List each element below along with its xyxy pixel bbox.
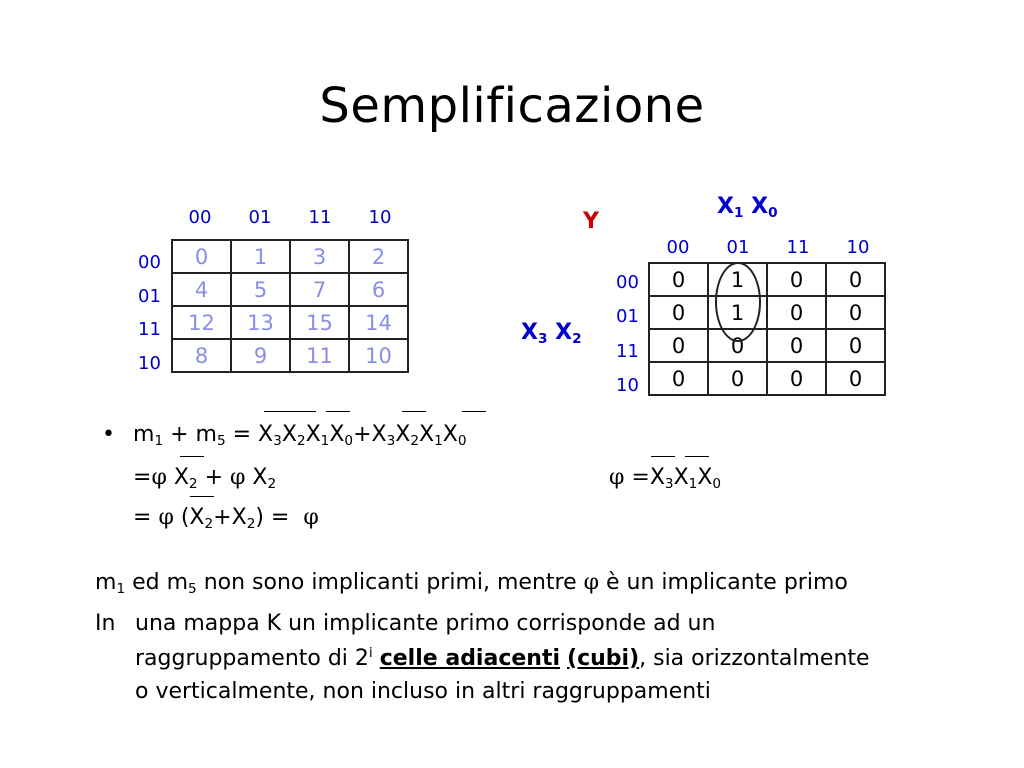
kmap-cell: 0 [767,296,826,329]
kmap-right-col-header: 10 [846,237,870,258]
kmap-cell-grouped: 1 [708,263,767,296]
kmap-cell: 9 [231,339,290,372]
kmap-cell: 0 [708,329,767,362]
kmap-cell: 10 [349,339,408,372]
kmap-cell: 0 [767,263,826,296]
kmap-cell: 7 [290,273,349,306]
kmap-left-col-header: 00 [188,207,212,228]
kmap-cell: 0 [767,329,826,362]
kmap-left-col-header: 01 [248,207,272,228]
kmap-right-col-header: 11 [786,237,810,258]
kmap-left-row-header: 00 [138,252,161,273]
column-variables: $X_1$ $X_0$ [717,194,778,222]
text-span: , sia orizzontalmente [639,646,870,672]
superscript: i [368,645,373,661]
kmap-right-row-header: 10 [616,375,639,396]
slide-title: Semplificazione [319,78,705,134]
kmap-cell: 5 [231,273,290,306]
emphasis-adjacent-cells: celle adiacenti [379,646,561,672]
kmap-cell: 4 [172,273,231,306]
kmap-cell: 11 [290,339,349,372]
formula-line-3: = φ $(X_2+X_2) = \varphi$ [133,505,319,533]
overline [326,411,350,412]
paragraph-line: o verticalmente, non incluso in altri raggruppamenti [135,679,711,704]
kmap-cell: 0 [826,362,885,395]
kmap-cell: 0 [649,296,708,329]
emphasis-cubes: (cubi) [567,646,640,672]
kmap-left-grid [171,239,409,373]
overline [685,456,709,457]
kmap-cell: 0 [649,362,708,395]
kmap-cell: 2 [349,240,408,273]
kmap-left-row-header: 10 [138,353,161,374]
kmap-right-row-header: 11 [616,341,639,362]
kmap-left-col-header: 10 [368,207,392,228]
kmap-left-row-header: 11 [138,319,161,340]
kmap-cell: 14 [349,306,408,339]
overline [402,411,426,412]
formula-line-1: $m_1 + m_5 = X_3X_2X_1X_0+X_3X_2X_1X_0$ [133,422,467,450]
kmap-right-row-header: 01 [616,306,639,327]
kmap-cell: 0 [826,296,885,329]
kmap-right-col-header: 00 [666,237,690,258]
kmap-cell: 0 [649,263,708,296]
kmap-right-col-header: 01 [726,237,750,258]
kmap-cell: 8 [172,339,231,372]
kmap-cell: 13 [231,306,290,339]
kmap-cell: 6 [349,273,408,306]
kmap-left-row-header: 01 [138,286,161,307]
kmap-cell-grouped: 1 [708,296,767,329]
paragraph-lead: In [95,611,116,636]
overline [264,411,316,412]
row-variables: $X_3$ $X_2$ [521,320,582,348]
paragraph-prime-implicants: $m_1$ ed $m_5$ non sono implicanti primi, mentre φ è un implicante primo [95,570,848,598]
group-circle [715,262,761,342]
output-label-y: Y [583,209,599,234]
bullet: • [102,422,115,447]
paragraph-line: una mappa K un implicante primo corrisponde ad un [135,611,716,636]
kmap-left-col-header: 11 [308,207,332,228]
paragraph-line [135,645,870,671]
kmap-cell: 0 [826,263,885,296]
kmap-cell: 15 [290,306,349,339]
overline [180,456,204,457]
text-span: raggruppamento di 2 [135,646,369,672]
kmap-cell: 3 [290,240,349,273]
overline [462,411,486,412]
kmap-right-grid [648,262,886,396]
kmap-right-row-header: 00 [616,272,639,293]
kmap-cell: 12 [172,306,231,339]
kmap-cell: 0 [767,362,826,395]
overline [190,496,214,497]
kmap-cell: 0 [172,240,231,273]
kmap-cell: 1 [231,240,290,273]
overline [651,456,675,457]
formula-line-2: =φ $X_2 + \varphi$ $X_2$ [133,465,277,493]
kmap-cell: 0 [826,329,885,362]
phi-definition: $\varphi =X_3X_1X_0$ [609,465,722,493]
kmap-cell: 0 [708,362,767,395]
kmap-cell: 0 [649,329,708,362]
